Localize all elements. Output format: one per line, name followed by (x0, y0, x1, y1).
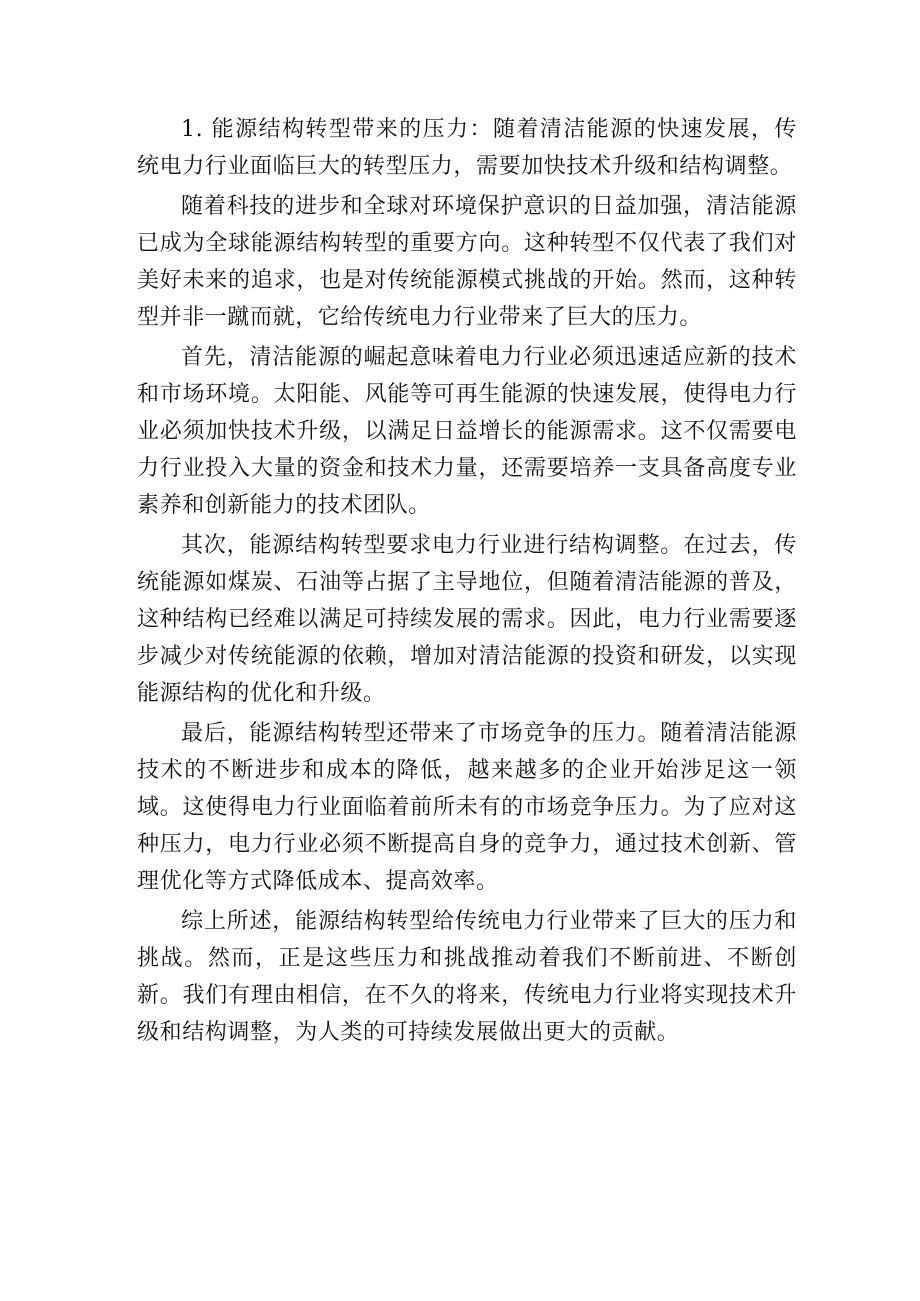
paragraph-first: 首先，清洁能源的崛起意味着电力行业必须迅速适应新的技术和市场环境。太阳能、风能等可再生能源的快速发展，使得电力行业必须加快技术升级，以满足日益增长的能源需求。这不仅需要电力行业投入大量的资金和技术力量，还需要培养一支具备高度专业素养和创新能力的技术团队。 (137, 345, 797, 518)
document-body (137, 111, 797, 1054)
paragraph-second: 其次，能源结构转型要求电力行业进行结构调整。在过去，传统能源如煤炭、石油等占据了主导地位，但随着清洁能源的普及，这种结构已经难以满足可持续发展的需求。因此，电力行业需要逐步减少对传统能源的依赖，增加对清洁能源的投资和研发，以实现能源结构的优化和升级。 (137, 533, 797, 706)
paragraph-last: 最后，能源结构转型还带来了市场竞争的压力。随着清洁能源技术的不断进步和成本的降低，越来越多的企业开始涉足这一领域。这使得电力行业面临着前所未有的市场竞争压力。为了应对这种压力，电力行业必须不断提高自身的竞争力，通过技术创新、管理优化等方式降低成本、提高效率。 (137, 721, 797, 894)
paragraph-conclusion: 综上所述，能源结构转型给传统电力行业带来了巨大的压力和挑战。然而，正是这些压力和挑战推动着我们不断前进、不断创新。我们有理由相信，在不久的将来，传统电力行业将实现技术升级和结构调整，为人类的可持续发展做出更大的贡献。 (137, 909, 797, 1045)
paragraph-intro: 随着科技的进步和全球对环境保护意识的日益加强，清洁能源已成为全球能源结构转型的重要方向。这种转型不仅代表了我们对美好未来的追求，也是对传统能源模式挑战的开始。然而，这种转型并非一蹴而就，它给传统电力行业带来了巨大的压力。 (137, 194, 797, 330)
paragraph-heading-item: 1. 能源结构转型带来的压力：随着清洁能源的快速发展，传统电力行业面临巨大的转型压力，需要加快技术升级和结构调整。 (137, 117, 797, 179)
